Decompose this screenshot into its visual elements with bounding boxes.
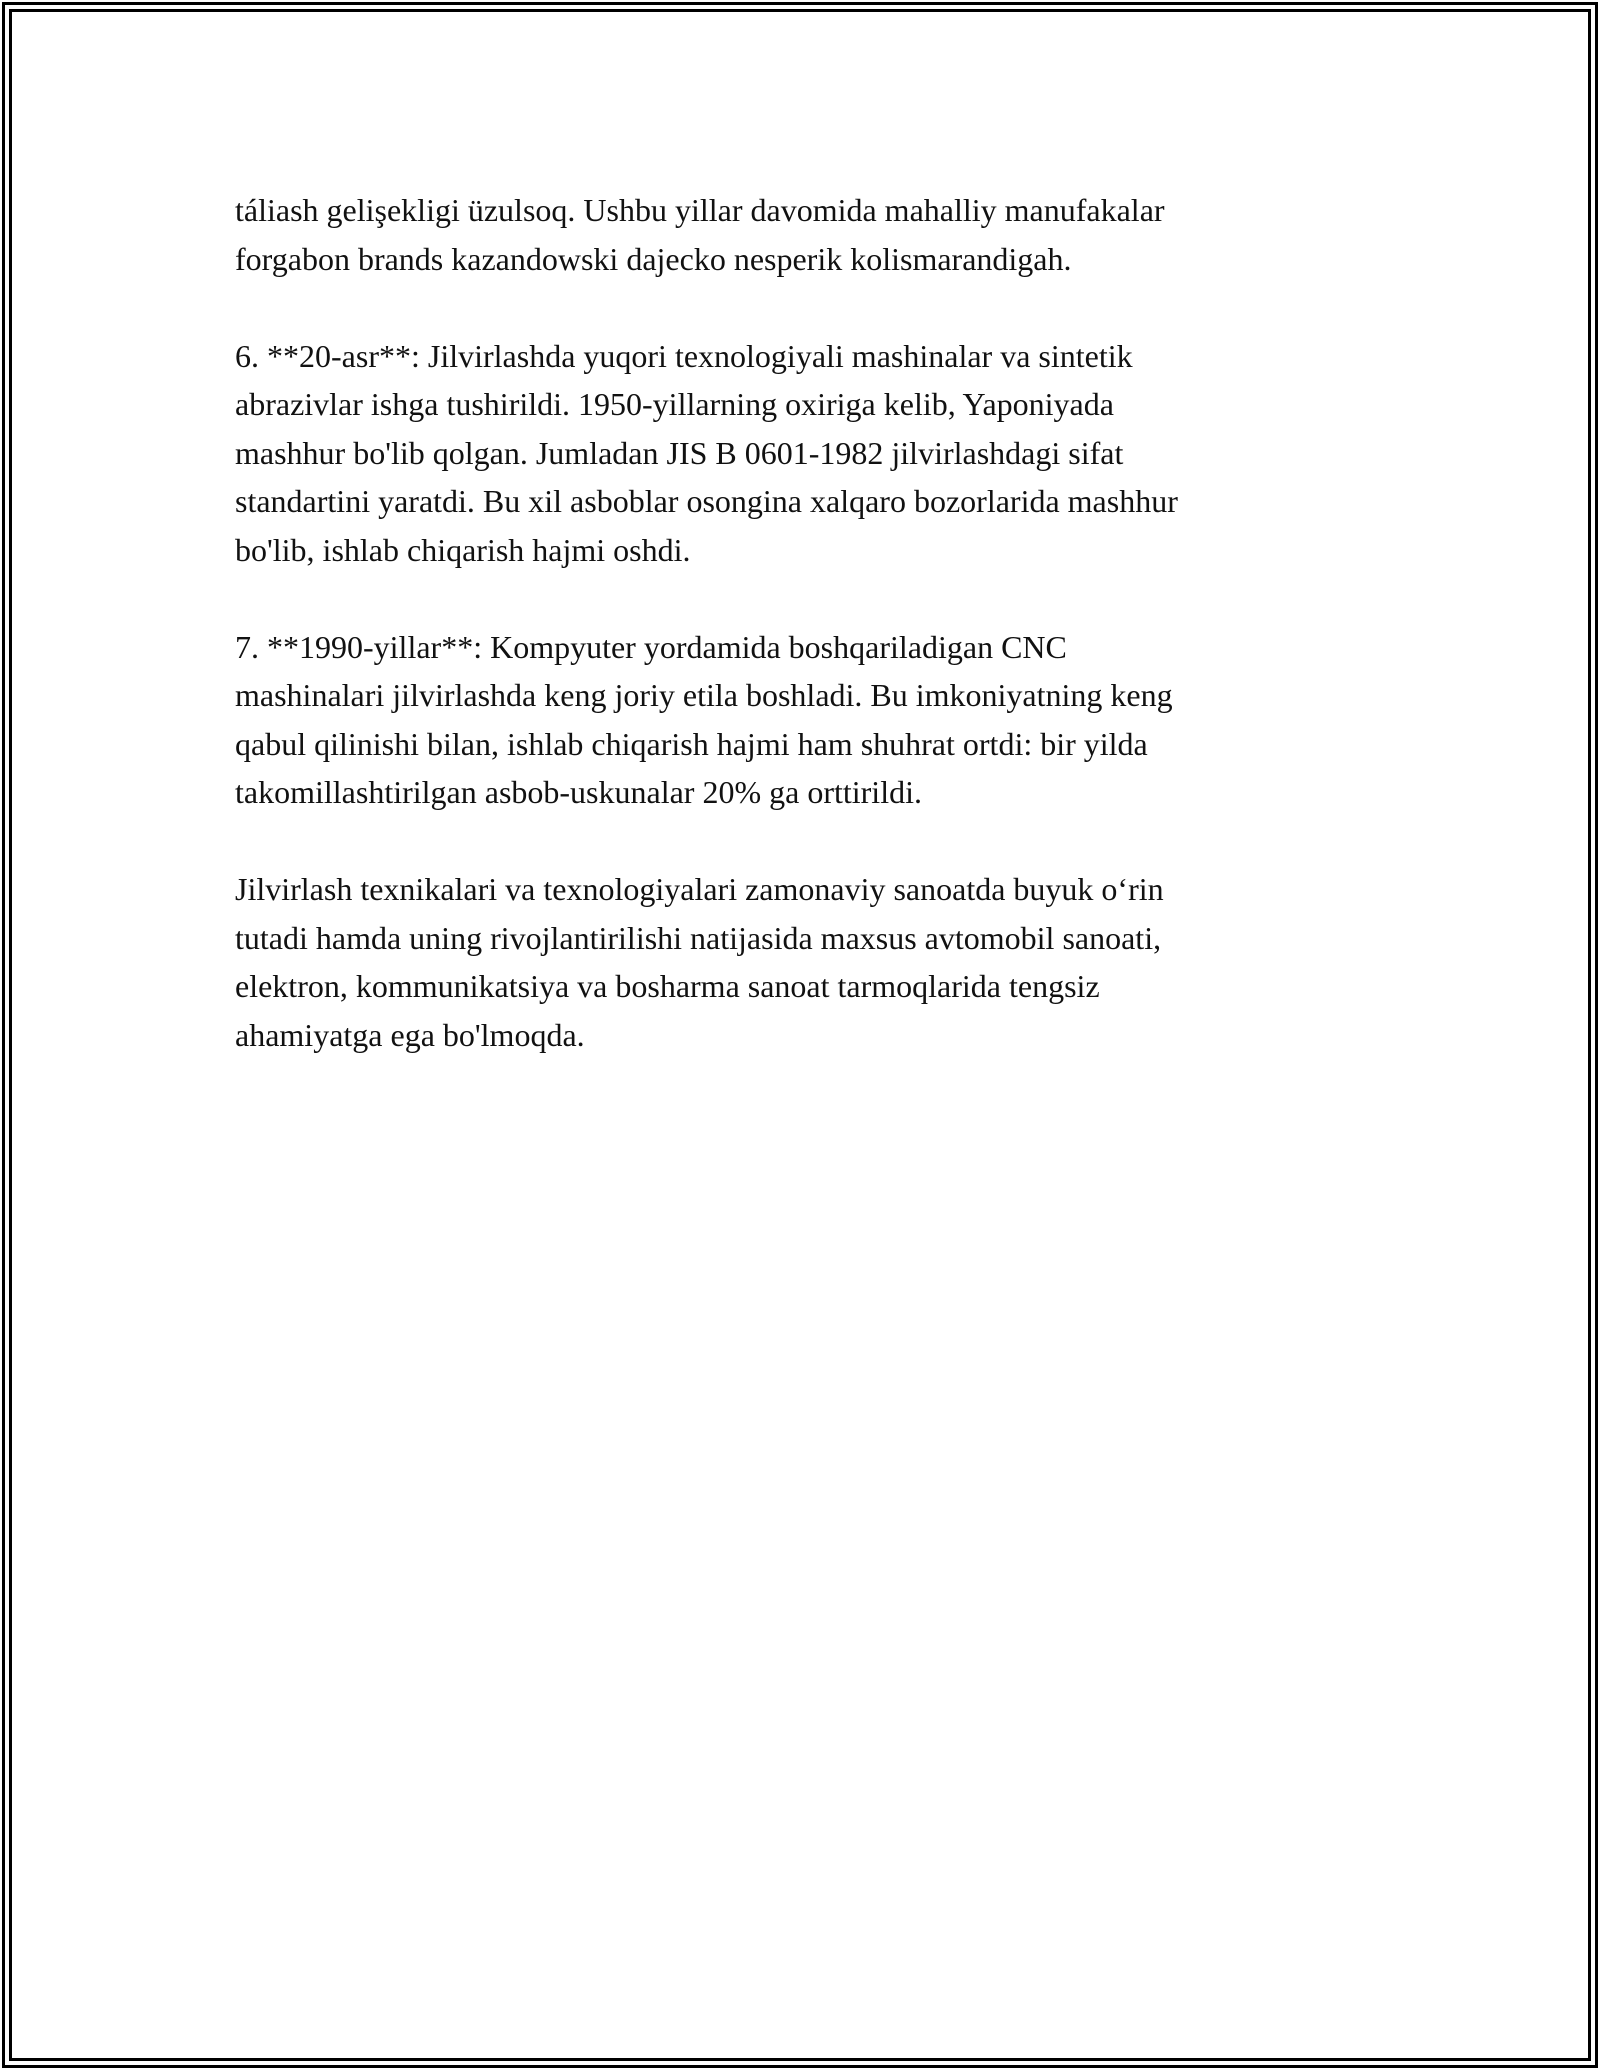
text-line: qabul qilinishi bilan, ishlab chiqarish hajmi ham shuhrat ortdi: bir yilda (235, 725, 1148, 762)
text-line: 7. **1990-yillar**: Kompyuter yordamida boshqariladigan CNC (235, 628, 1067, 665)
text-line: forgabon brands kazandowski dajecko nesperik kolismarandigah. (235, 240, 1072, 277)
text-line: táliash gelişekligi üzulsoq. Ushbu yillar davomida mahalliy manufakalar (235, 192, 1165, 228)
text-line: mashinalari jilvirlashda keng joriy etila boshladi. Bu imkoniyatning keng (235, 677, 1173, 713)
text-line: takomillashtirilgan asbob-uskunalar 20% ga orttirildi. (235, 774, 922, 810)
paragraph-item-7 (235, 623, 1345, 817)
text-line: 6. **20-asr**: Jilvirlashda yuqori texnologiyali mashinalar va sintetik (235, 337, 1133, 374)
paragraph-item-6 (235, 332, 1345, 575)
text-line: ahamiyatga ega bo'lmoqda. (235, 1016, 585, 1053)
document-body (235, 186, 1345, 1108)
paragraph-continuation (235, 186, 1345, 283)
text-line: mashhur bo'lib qolgan. Jumladan JIS B 0601-1982 jilvirlashdagi sifat (235, 434, 1124, 471)
text-line: abrazivlar ishga tushirildi. 1950-yillarning oxiriga kelib, Yaponiyada (235, 386, 1114, 422)
text-line: Jilvirlash texnikalari va texnologiyalari zamonaviy sanoatda buyuk o‘rin (235, 871, 1164, 907)
text-line: bo'lib, ishlab chiqarish hajmi oshdi. (235, 531, 691, 568)
text-line: standartini yaratdi. Bu xil asboblar osongina xalqaro bozorlarida mashhur (235, 483, 1178, 519)
text-line: elektron, kommunikatsiya va bosharma sanoat tarmoqlarida tengsiz (235, 968, 1100, 1004)
text-line: tutadi hamda uning rivojlantirilishi natijasida maxsus avtomobil sanoati, (235, 919, 1162, 956)
paragraph-conclusion (235, 865, 1345, 1059)
